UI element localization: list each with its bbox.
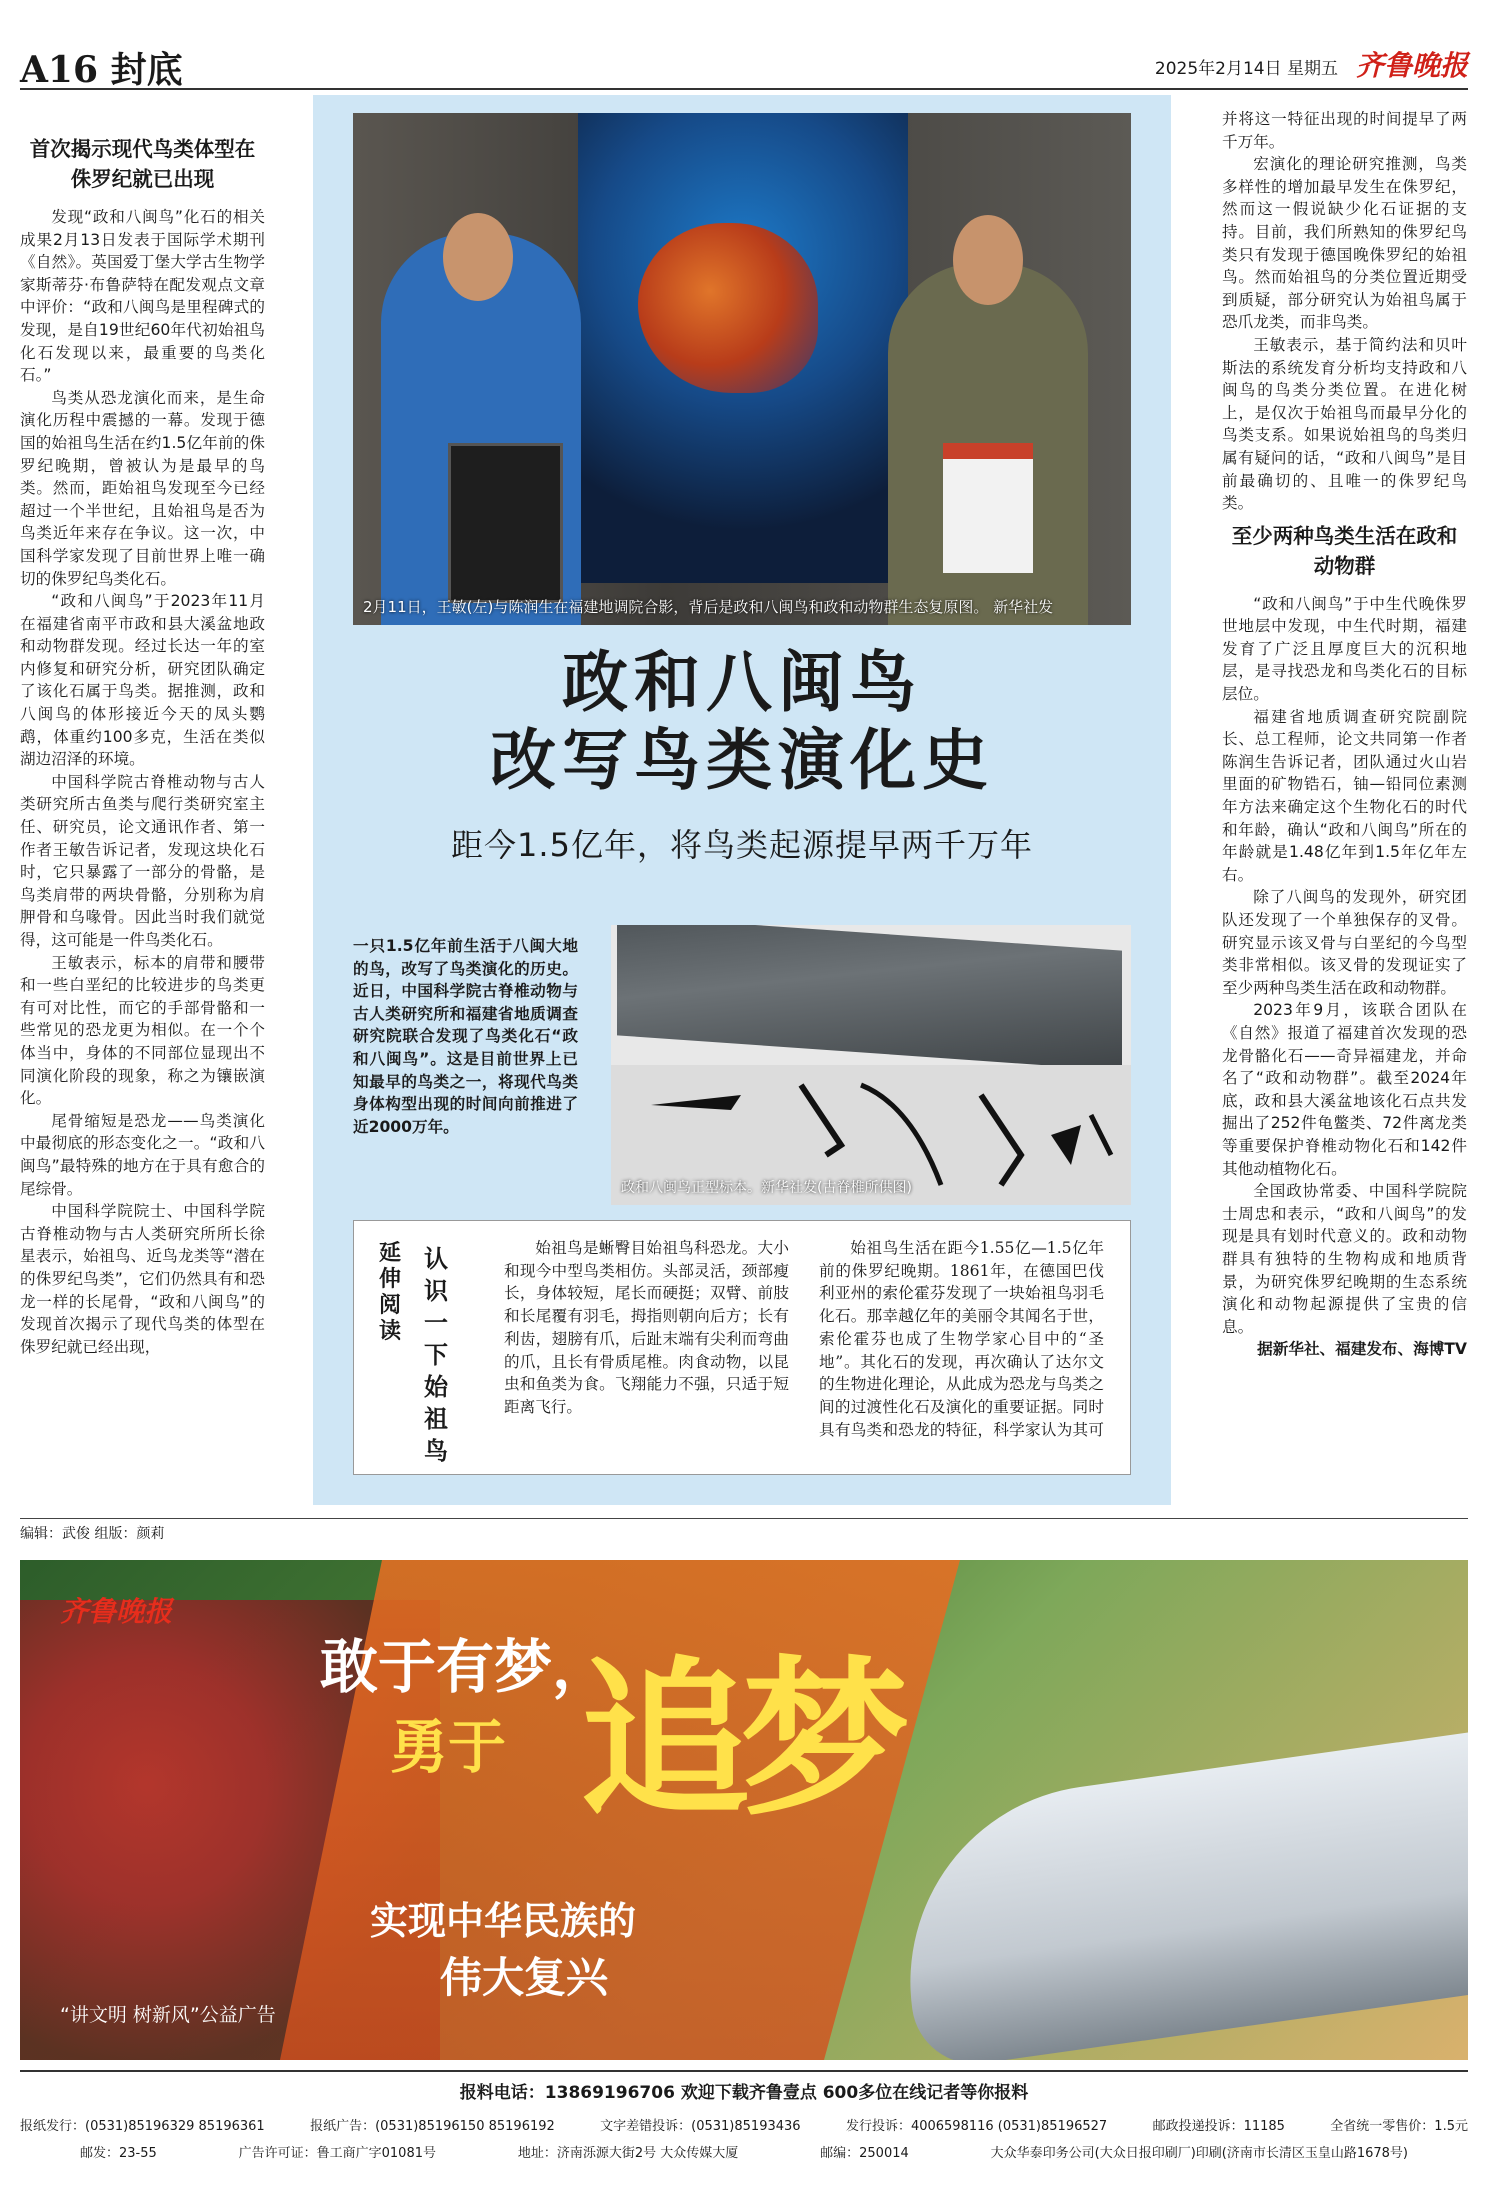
right-paragraph: 并将这一特征出现的时间提早了两千万年。: [1222, 110, 1467, 151]
page-header: [20, 40, 1468, 90]
right-column: [1222, 108, 1467, 1523]
footer-item: 发行投诉：4006598116 (0531)85196527: [845, 2119, 1108, 2134]
nature-journal: [943, 443, 1033, 573]
editor-line: 编辑：武俊 组版：颜莉: [20, 1518, 1468, 1543]
right-paragraph: “政和八闽鸟”于中生代晚侏罗世地层中发现，中生代时期，福建发育了广泛且厚度巨大的沉积地层，是寻找恐龙和鸟类化石的目标层位。: [1222, 594, 1467, 704]
ad-headline-2a: 勇于: [390, 1713, 507, 1781]
article-credit: 据新华社、福建发布、海博TV: [1257, 1340, 1467, 1359]
left-paragraph: 王敏表示，标本的肩带和腰带和一些白垩纪的比较进步的鸟类更有可对比性，而它的手部骨骼和一些常见的恐龙更为相似。在一个个体当中，身体的不同部位显现出不同演化阶段的现象，称之为镶嵌演化。: [20, 953, 265, 1108]
right-paragraph: 王敏表示，基于简约法和贝叶斯法的系统发育分析均支持政和八闽鸟的鸟类分类位置。在进化树上，是仅次于始祖鸟而最早分化的鸟类支系。如果说始祖鸟的鸟类归属有疑问的话，“政和八闽鸟”是目前最确切的、且唯一的侏罗纪鸟类。: [1222, 335, 1467, 513]
extended-reading-title: 认识一下始祖鸟: [424, 1244, 448, 1465]
restoration-painting: [578, 113, 908, 583]
right-paragraph: 全国政协常委、中国科学院院士周忠和表示，“政和八闽鸟”的发现是具有划时代意义的。政和动物群具有独特的生物构成和地质背景，为研究侏罗纪晚期的生态系统演化和动物起源提供了宝贵的信息。: [1222, 1182, 1467, 1336]
headline-line-1: 政和八闽鸟: [562, 643, 922, 721]
right-section-title: 至少两种鸟类生活在政和动物群: [1231, 523, 1458, 578]
footer-item: 大众华泰印务公司(大众日报印刷厂)印刷(济南市长清区玉皇山路1678号): [990, 2146, 1408, 2161]
right-paragraph: 福建省地质调查研究院副院长、总工程师，论文共同第一作者陈润生告诉记者，团队通过火山岩里面的矿物锆石，铀—铅同位素测年方法来确定这个生物化石的时代和年龄，确认“政和八闽鸟”所在的年龄就是1.48亿年到1.5年亿年左右。: [1222, 707, 1467, 884]
issue-date: 2025年2月14日 星期五: [1154, 59, 1338, 79]
extended-reading-text: [504, 1237, 1104, 1462]
headline-line-2: 改写鸟类演化史: [490, 721, 994, 799]
right-paragraph: 除了八闽鸟的发现外，研究团队还发现了一个单独保存的叉骨。研究显示该叉骨与白垩纪的今鸟型类非常相似。该叉骨的发现证实了至少两种鸟类生活在政和动物群。: [1222, 888, 1467, 997]
ad-note: “讲文明 树新风”公益广告: [60, 2004, 276, 2026]
fossil-figure: [611, 925, 1131, 1205]
left-paragraph: “政和八闽鸟”于2023年11月在福建省南平市政和县大溪盆地政和动物群发现。经过长达一年的室内修复和研究分析，研究团队确定了该化石属于鸟类。据推测，政和八闽鸟的体形接近今天的凤头鹦鹉，体重约100多克，生活在类似湖边沼泽的环境。: [20, 592, 265, 769]
footer-item: 报纸发行：(0531)85196329 85196361: [20, 2119, 265, 2134]
footer-item: 邮编：250014: [820, 2146, 909, 2161]
extended-reading-label: 延伸阅读: [379, 1241, 402, 1344]
footer-row-2: [20, 2142, 1468, 2161]
right-paragraph: 宏演化的理论研究推测，鸟类多样性的增加最早发生在侏罗纪，然而这一假说缺少化石证据的支持。目前，我们所熟知的侏罗纪鸟类只有发现于德国晚侏罗纪的始祖鸟。然而始祖鸟的分类位置近期受到质疑，部分研究认为始祖鸟属于恐爪龙类，而非鸟类。: [1222, 155, 1467, 332]
scientist-left-head: [443, 213, 513, 301]
footer-item: 邮发：23-55: [80, 2146, 157, 2161]
right-paragraph: 2023年9月，该联合团队在《自然》报道了福建首次发现的恐龙骨骼化石——奇异福建龙，并命名了“政和动物群”。截至2024年底，政和县大溪盆地该化石点共发掘出了252件龟鳖类、72件离龙类等重要保护脊椎动物化石和142件其他动植物化石。: [1222, 1001, 1467, 1178]
ad-logo: 齐鲁晚报: [60, 1595, 173, 1628]
feature-panel: [313, 95, 1171, 1505]
headline: [313, 643, 1171, 799]
bird-illustration: [638, 223, 818, 393]
left-paragraph: 尾骨缩短是恐龙——鸟类演化中最彻底的形态变化之一。“政和八闽鸟”最特殊的地方在于具有愈合的尾综骨。: [20, 1111, 265, 1198]
public-service-ad: [20, 1560, 1468, 2060]
footer-row-1: [20, 2115, 1468, 2134]
left-section-title: 首次揭示现代鸟类体型在侏罗纪就已出现: [29, 137, 256, 191]
footer-item: 文字差错投诉：(0531)85193436: [600, 2119, 801, 2134]
scientist-right-head: [953, 215, 1023, 305]
left-paragraph: 中国科学院古脊椎动物与古人类研究所古鱼类与爬行类研究室主任、研究员，论文通讯作者、第一作者王敏告诉记者，发现这块化石时，它只暴露了一部分的骨骼，是鸟类肩带的两块骨骼，分别称为肩胛骨和乌喙骨。因此当时我们就觉得，这可能是一件鸟类化石。: [20, 772, 265, 949]
ad-high-speed-train: [885, 1728, 1468, 2060]
footer: [20, 2070, 1468, 2161]
extended-reading-box: [353, 1220, 1131, 1475]
page-number: A16 封底: [20, 49, 183, 91]
left-paragraph: 鸟类从恐龙演化而来，是生命演化历程中震撼的一幕。发现于德国的始祖鸟生活在约1.5亿年前的侏罗纪晚期，曾被认为是最早的鸟类。然而，距始祖鸟发现至今已经超过一个半世纪，且始祖鸟是否为鸟类近年来存在争议。这一次，中国科学家发现了目前世界上唯一确切的侏罗纪鸟类化石。: [20, 388, 265, 588]
reading-paragraph: 始祖鸟生活在距今1.55亿—1.5亿年前的侏罗纪晚期。1861年，在德国巴伐利亚州的索伦霍芬发现了一块始祖鸟羽毛化石。那幸越亿年的美丽令其闻名于世，索伦霍芬也成了生物学家心目中的“圣地”。其化石的发现，再次确认了达尔文的生物进化理论，从此成为恐龙与鸟类之间的过渡性化石及演化的重要证据。同时具有鸟类和恐龙的特征，科学家认为其可: [819, 1239, 1104, 1439]
ad-headline-2b: 追梦: [580, 1640, 901, 1840]
footer-item: 全省统一零售价：1.5元: [1330, 2119, 1468, 2134]
ad-headline-1: 敢于有梦，: [320, 1633, 611, 1701]
main-photo: [353, 113, 1131, 625]
footer-item: 地址：济南泺源大街2号 大众传媒大厦: [517, 2146, 739, 2161]
footer-hotline: 报料电话：13869196706 欢迎下载齐鲁壹点 600多位在线记者等你报料: [20, 2070, 1468, 2103]
subtitle: 距今1.5亿年，将鸟类起源提早两千万年: [451, 826, 1033, 864]
photo-caption: 2月11日，王敏(左)与陈润生在福建地调院合影，背后是政和八闽鸟和政和动物群生态复原图。 新华社发: [363, 598, 1054, 616]
footer-item: 报纸广告：(0531)85196150 85196192: [310, 2119, 555, 2134]
left-paragraph: 发现“政和八闽鸟”化石的相关成果2月13日发表于国际学术期刊《自然》。英国爱丁堡大学古生物学家斯蒂芬·布鲁萨特在配发观点文章中评价：“政和八闽鸟是里程碑式的发现，是自19世纪60年代初始祖鸟化石发现以来，最重要的鸟类化石。”: [20, 208, 265, 385]
ad-slogan-1: 实现中华民族的: [370, 1899, 637, 1943]
left-paragraph: 中国科学院院士、中国科学院古脊椎动物与古人类研究所所长徐星表示，始祖鸟、近鸟龙类等“潜在的侏罗纪鸟类”，它们仍然具有和恐龙一样的长尾骨，“政和八闽鸟”的发现首次揭示了现代鸟类的体型在侏罗纪就已经出现，: [20, 1202, 265, 1356]
footer-item: 邮政投递投诉：11185: [1152, 2119, 1285, 2134]
fossil-slab: [617, 925, 1122, 1071]
fossil-caption: 政和八闽鸟正型标本。新华社发(古脊椎所供图): [621, 1180, 912, 1196]
footer-item: 广告许可证：鲁工商广字01081号: [238, 2146, 436, 2161]
reading-paragraph: 始祖鸟是蜥臀目始祖鸟科恐龙。大小和现今中型鸟类相仿。头部灵活，颈部瘦长，身体较短，尾长而硬挺；双臂、前肢和长尾覆有羽毛，拇指则朝向后方；长有利齿，翅膀有爪，后趾末端有尖利而弯曲的爪，且长有骨质尾椎。肉食动物，以昆虫和鱼类为食。飞翔能力不强，只适于短距离飞行。: [504, 1239, 789, 1416]
fossil-case: [448, 443, 563, 603]
ad-slogan-2: 伟大复兴: [440, 1953, 609, 2002]
intro-paragraph: 一只1.5亿年前生活于八闽大地的鸟，改写了鸟类演化的历史。近日，中国科学院古脊椎动物与古人类研究所和福建省地质调查研究院联合发现了鸟类化石“政和八闽鸟”。这是目前世界上已知最早的鸟类之一，将现代鸟类身体构型出现的时间向前推进了近2000万年。: [353, 937, 578, 1136]
newspaper-logo: 齐鲁晚报: [1355, 49, 1468, 82]
left-column: [20, 128, 265, 1513]
